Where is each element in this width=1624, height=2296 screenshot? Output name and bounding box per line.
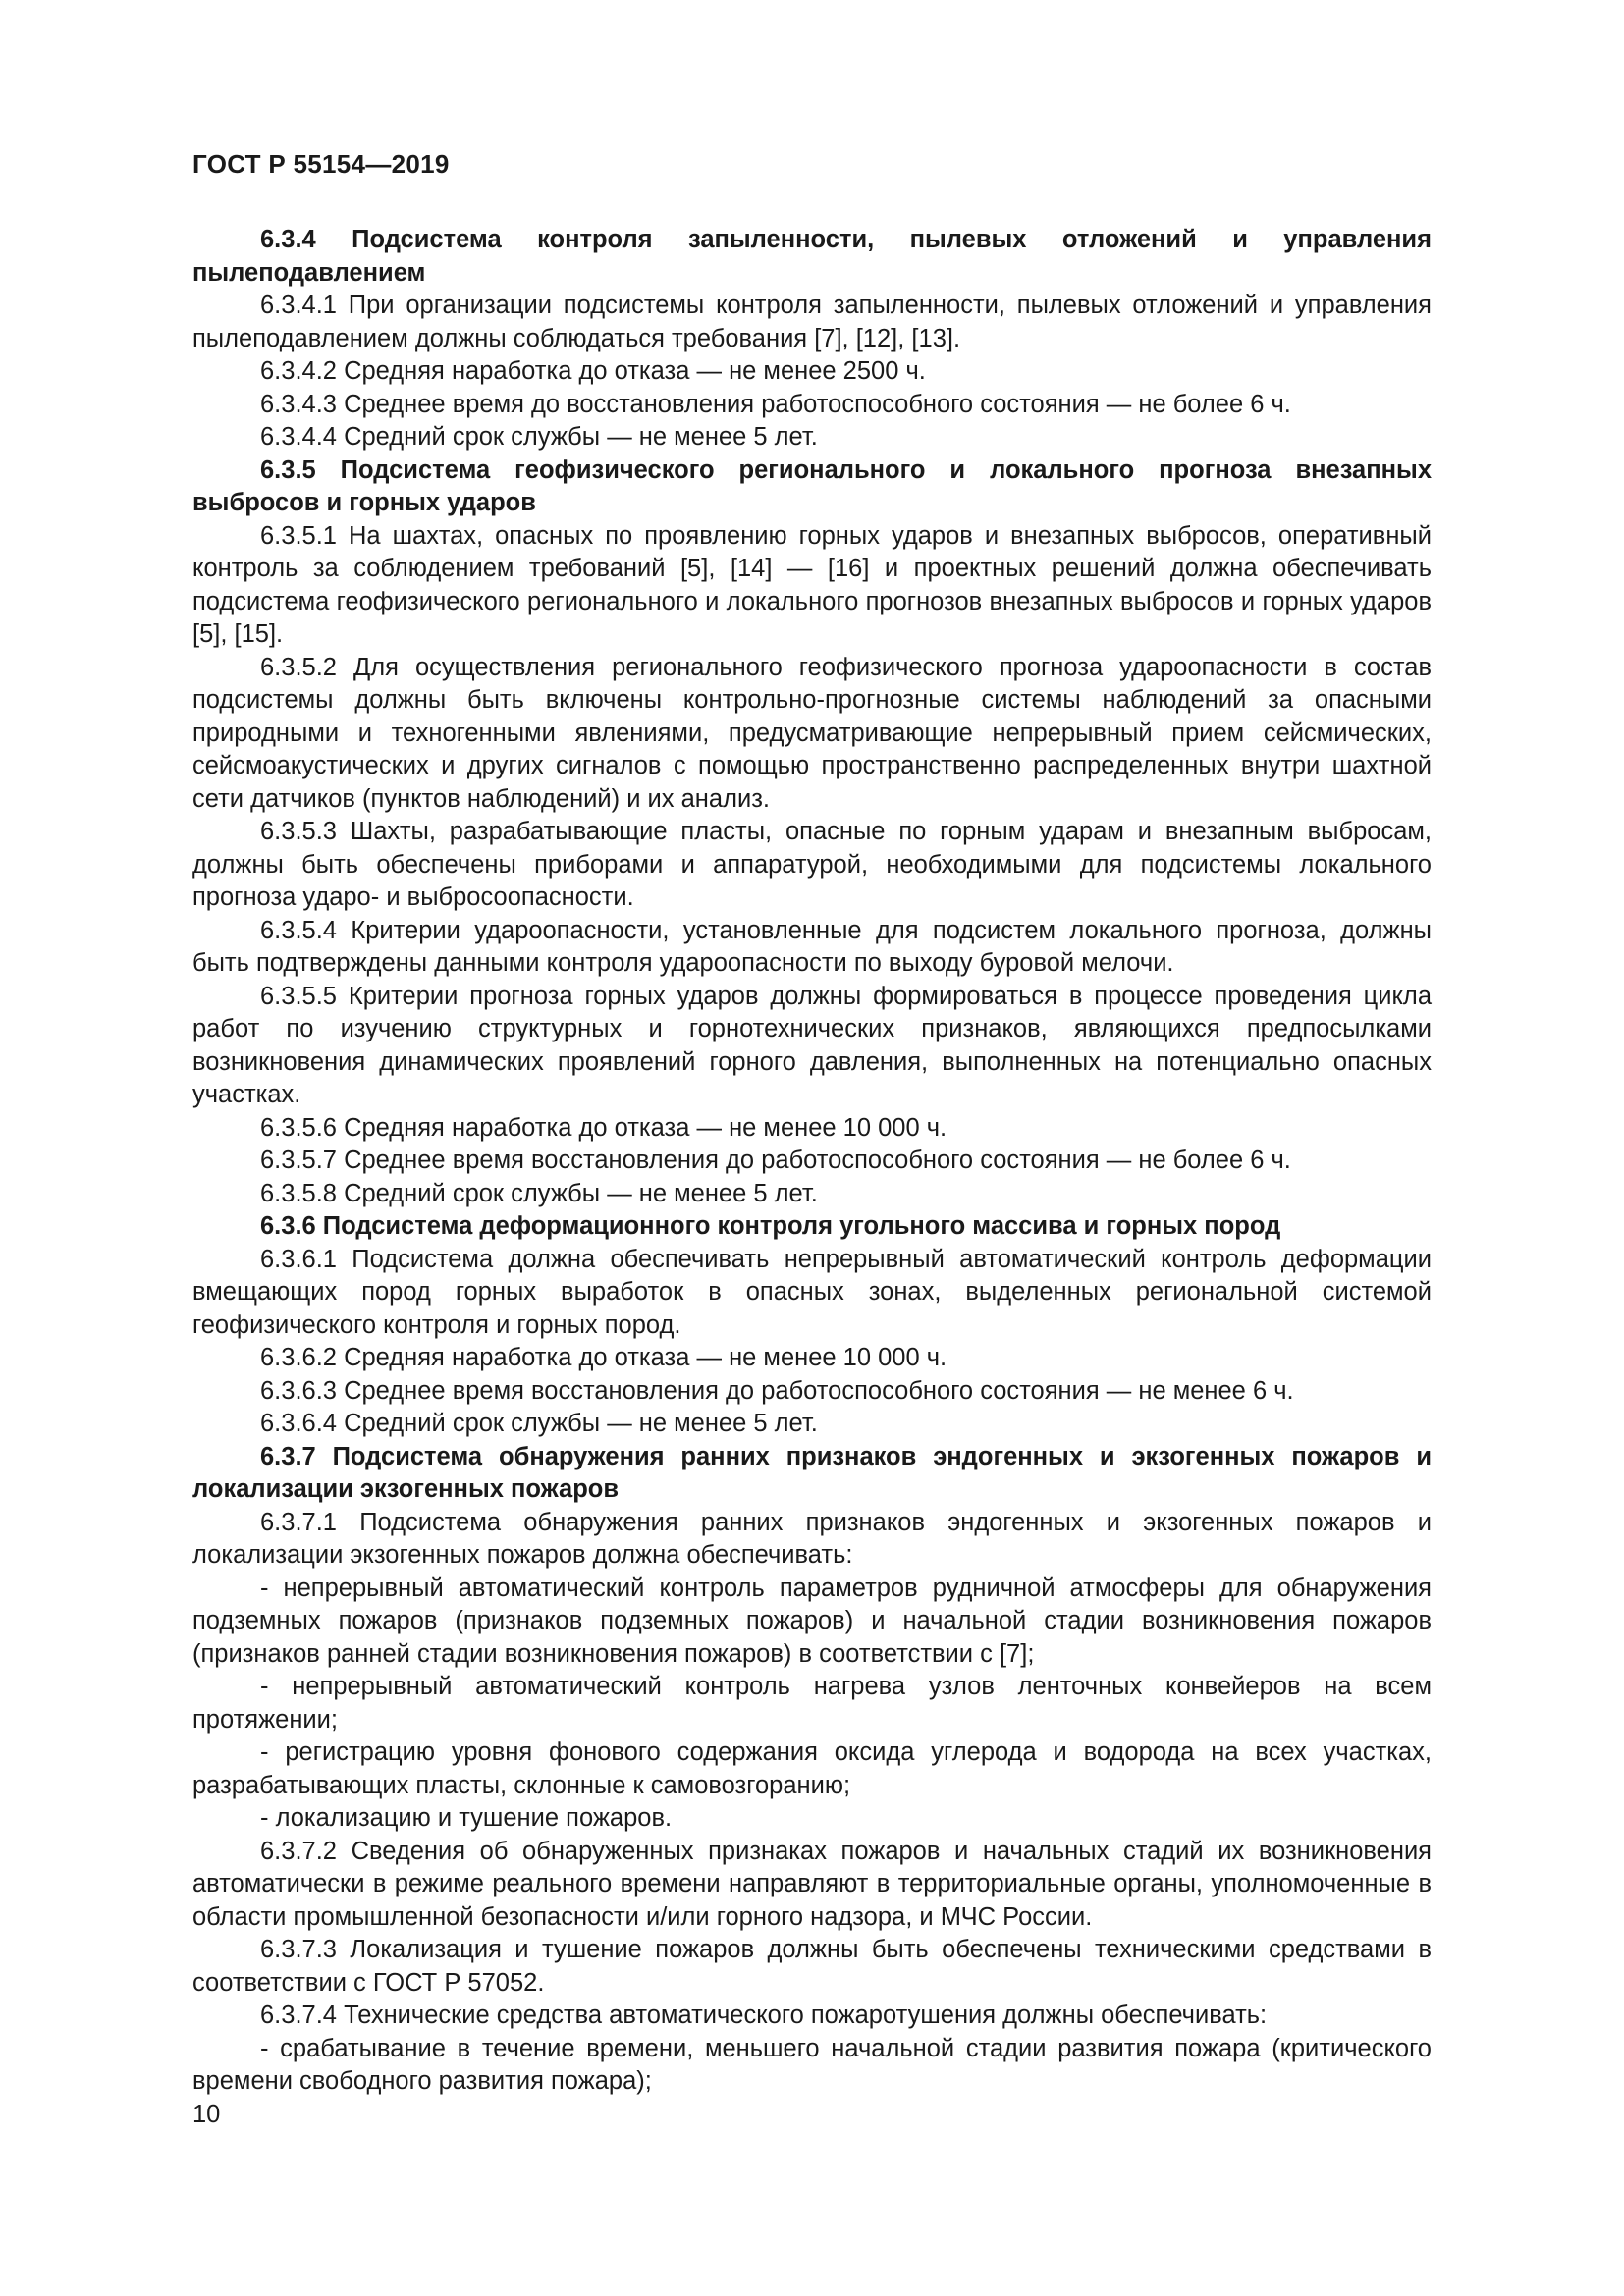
paragraph: 6.3.7.4 Технические средства автоматического пожаротушения должны обеспечивать:: [260, 2002, 1268, 2029]
paragraph: 6.3.4.2 Средняя наработка до отказа — не менее 2500 ч.: [260, 357, 926, 385]
paragraph: 6.3.5.6 Средняя наработка до отказа — не менее 10 000 ч.: [260, 1113, 947, 1142]
paragraph: 6.3.5.3 Шахты, разрабатывающие пласты, опасные по горным ударам и внезапным выбросам, должны быть обеспечены приборами и аппаратурой, необходимыми для подсистемы локального прогноза ударо- и выбросоопасности.: [192, 818, 1432, 911]
paragraph: 6.3.7.3 Локализация и тушение пожаров должны быть обеспечены техническими средствами в соответствии с ГОСТ Р 57052.: [192, 1936, 1432, 1997]
paragraph: 6.3.5.2 Для осуществления регионального геофизического прогноза удароопасности в состав подсистемы должны быть включены контрольно-прогнозные системы наблюдений за опасными природными и техногенными явлениями, предусматривающие непрерывный прием сейсмических, сейсмоакустических и других сигналов с помощью пространственно распределенных внутри шахтной сети датчиков (пунктов наблюдений) и их анализ.: [192, 653, 1432, 813]
section-heading: 6.3.6 Подсистема деформационного контроля угольного массива и горных пород: [260, 1212, 1281, 1240]
paragraph: 6.3.5.1 На шахтах, опасных по проявлению горных ударов и внезапных выбросов, оперативный контроль за соблюдением требований [5], [14] — [16] и проектных решений должна обеспечивать подсистема геофизического регионального и локального прогнозов внезапных выбросов и горных ударов [5], [15].: [192, 521, 1432, 648]
paragraph: 6.3.7.1 Подсистема обнаружения ранних признаков эндогенных и экзогенных пожаров и локализации экзогенных пожаров должна обеспечивать:: [192, 1508, 1432, 1569]
paragraph: 6.3.4.4 Средний срок службы — не менее 5 лет.: [260, 423, 818, 451]
section-heading: 6.3.7 Подсистема обнаружения ранних признаков эндогенных и экзогенных пожаров и локализации экзогенных пожаров: [192, 1442, 1432, 1503]
paragraph: 6.3.4.1 При организации подсистемы контроля запыленности, пылевых отложений и управления пылеподавлением должны соблюдаться требования [7], [12], [13].: [192, 292, 1432, 352]
paragraph: 6.3.4.3 Среднее время до восстановления работоспособного состояния — не более 6 ч.: [260, 390, 1291, 418]
paragraph: 6.3.6.4 Средний срок службы — не менее 5 лет.: [260, 1410, 818, 1437]
paragraph: 6.3.5.5 Критерии прогноза горных ударов должны формироваться в процессе проведения цикла работ по изучению структурных и горнотехнических признаков, являющихся предпосылками возникновения динамических проявлений горного давления, выполненных на потенциально опасных участках.: [192, 982, 1432, 1108]
paragraph: - срабатывание в течение времени, меньшего начальной стадии развития пожара (критического времени свободного развития пожара);: [192, 2034, 1432, 2095]
section-heading: 6.3.4 Подсистема контроля запыленности, пылевых отложений и управления пылеподавлением: [192, 226, 1432, 287]
paragraph: 6.3.6.2 Средняя наработка до отказа — не менее 10 000 ч.: [260, 1344, 947, 1371]
paragraph: 6.3.5.7 Среднее время восстановления до работоспособного состояния — не более 6 ч.: [260, 1147, 1291, 1174]
paragraph: - регистрацию уровня фонового содержания оксида углерода и водорода на всех участках, разрабатывающих пласты, склонные к самовозгоранию;: [192, 1738, 1432, 1799]
document-body: [192, 224, 1432, 2099]
paragraph: 6.3.5.8 Средний срок службы — не менее 5 лет.: [260, 1179, 818, 1207]
paragraph: 6.3.5.4 Критерии удароопасности, установленные для подсистем локального прогноза, должны быть подтверждены данными контроля удароопасности по выходу буровой мелочи.: [192, 916, 1432, 977]
paragraph: 6.3.6.1 Подсистема должна обеспечивать непрерывный автоматический контроль деформации вмещающих пород горных выработок в опасных зонах, выделенных региональной системой геофизического контроля и горных пород.: [192, 1245, 1432, 1339]
paragraph: 6.3.7.2 Сведения об обнаруженных признаках пожаров и начальных стадий их возникновения автоматически в режиме реального времени направляют в территориальные органы, уполномоченные в области промышленной безопасности и/или горного надзора, и МЧС России.: [192, 1837, 1432, 1931]
document-header: ГОСТ Р 55154—2019: [192, 149, 450, 179]
paragraph: - локализацию и тушение пожаров.: [260, 1804, 673, 1832]
paragraph: 6.3.6.3 Среднее время восстановления до работоспособного состояния — не менее 6 ч.: [260, 1376, 1294, 1405]
paragraph: - непрерывный автоматический контроль параметров рудничной атмосферы для обнаружения подземных пожаров (признаков подземных пожаров) и начальной стадии возникновения пожаров (признаков ранней стадии возникновения пожаров) в соответствии с [7];: [192, 1574, 1432, 1668]
page-number: 10: [192, 2101, 221, 2128]
section-heading: 6.3.5 Подсистема геофизического регионального и локального прогноза внезапных выбросов и горных ударов: [192, 455, 1432, 516]
paragraph: - непрерывный автоматический контроль нагрева узлов ленточных конвейеров на всем протяжении;: [192, 1673, 1432, 1734]
